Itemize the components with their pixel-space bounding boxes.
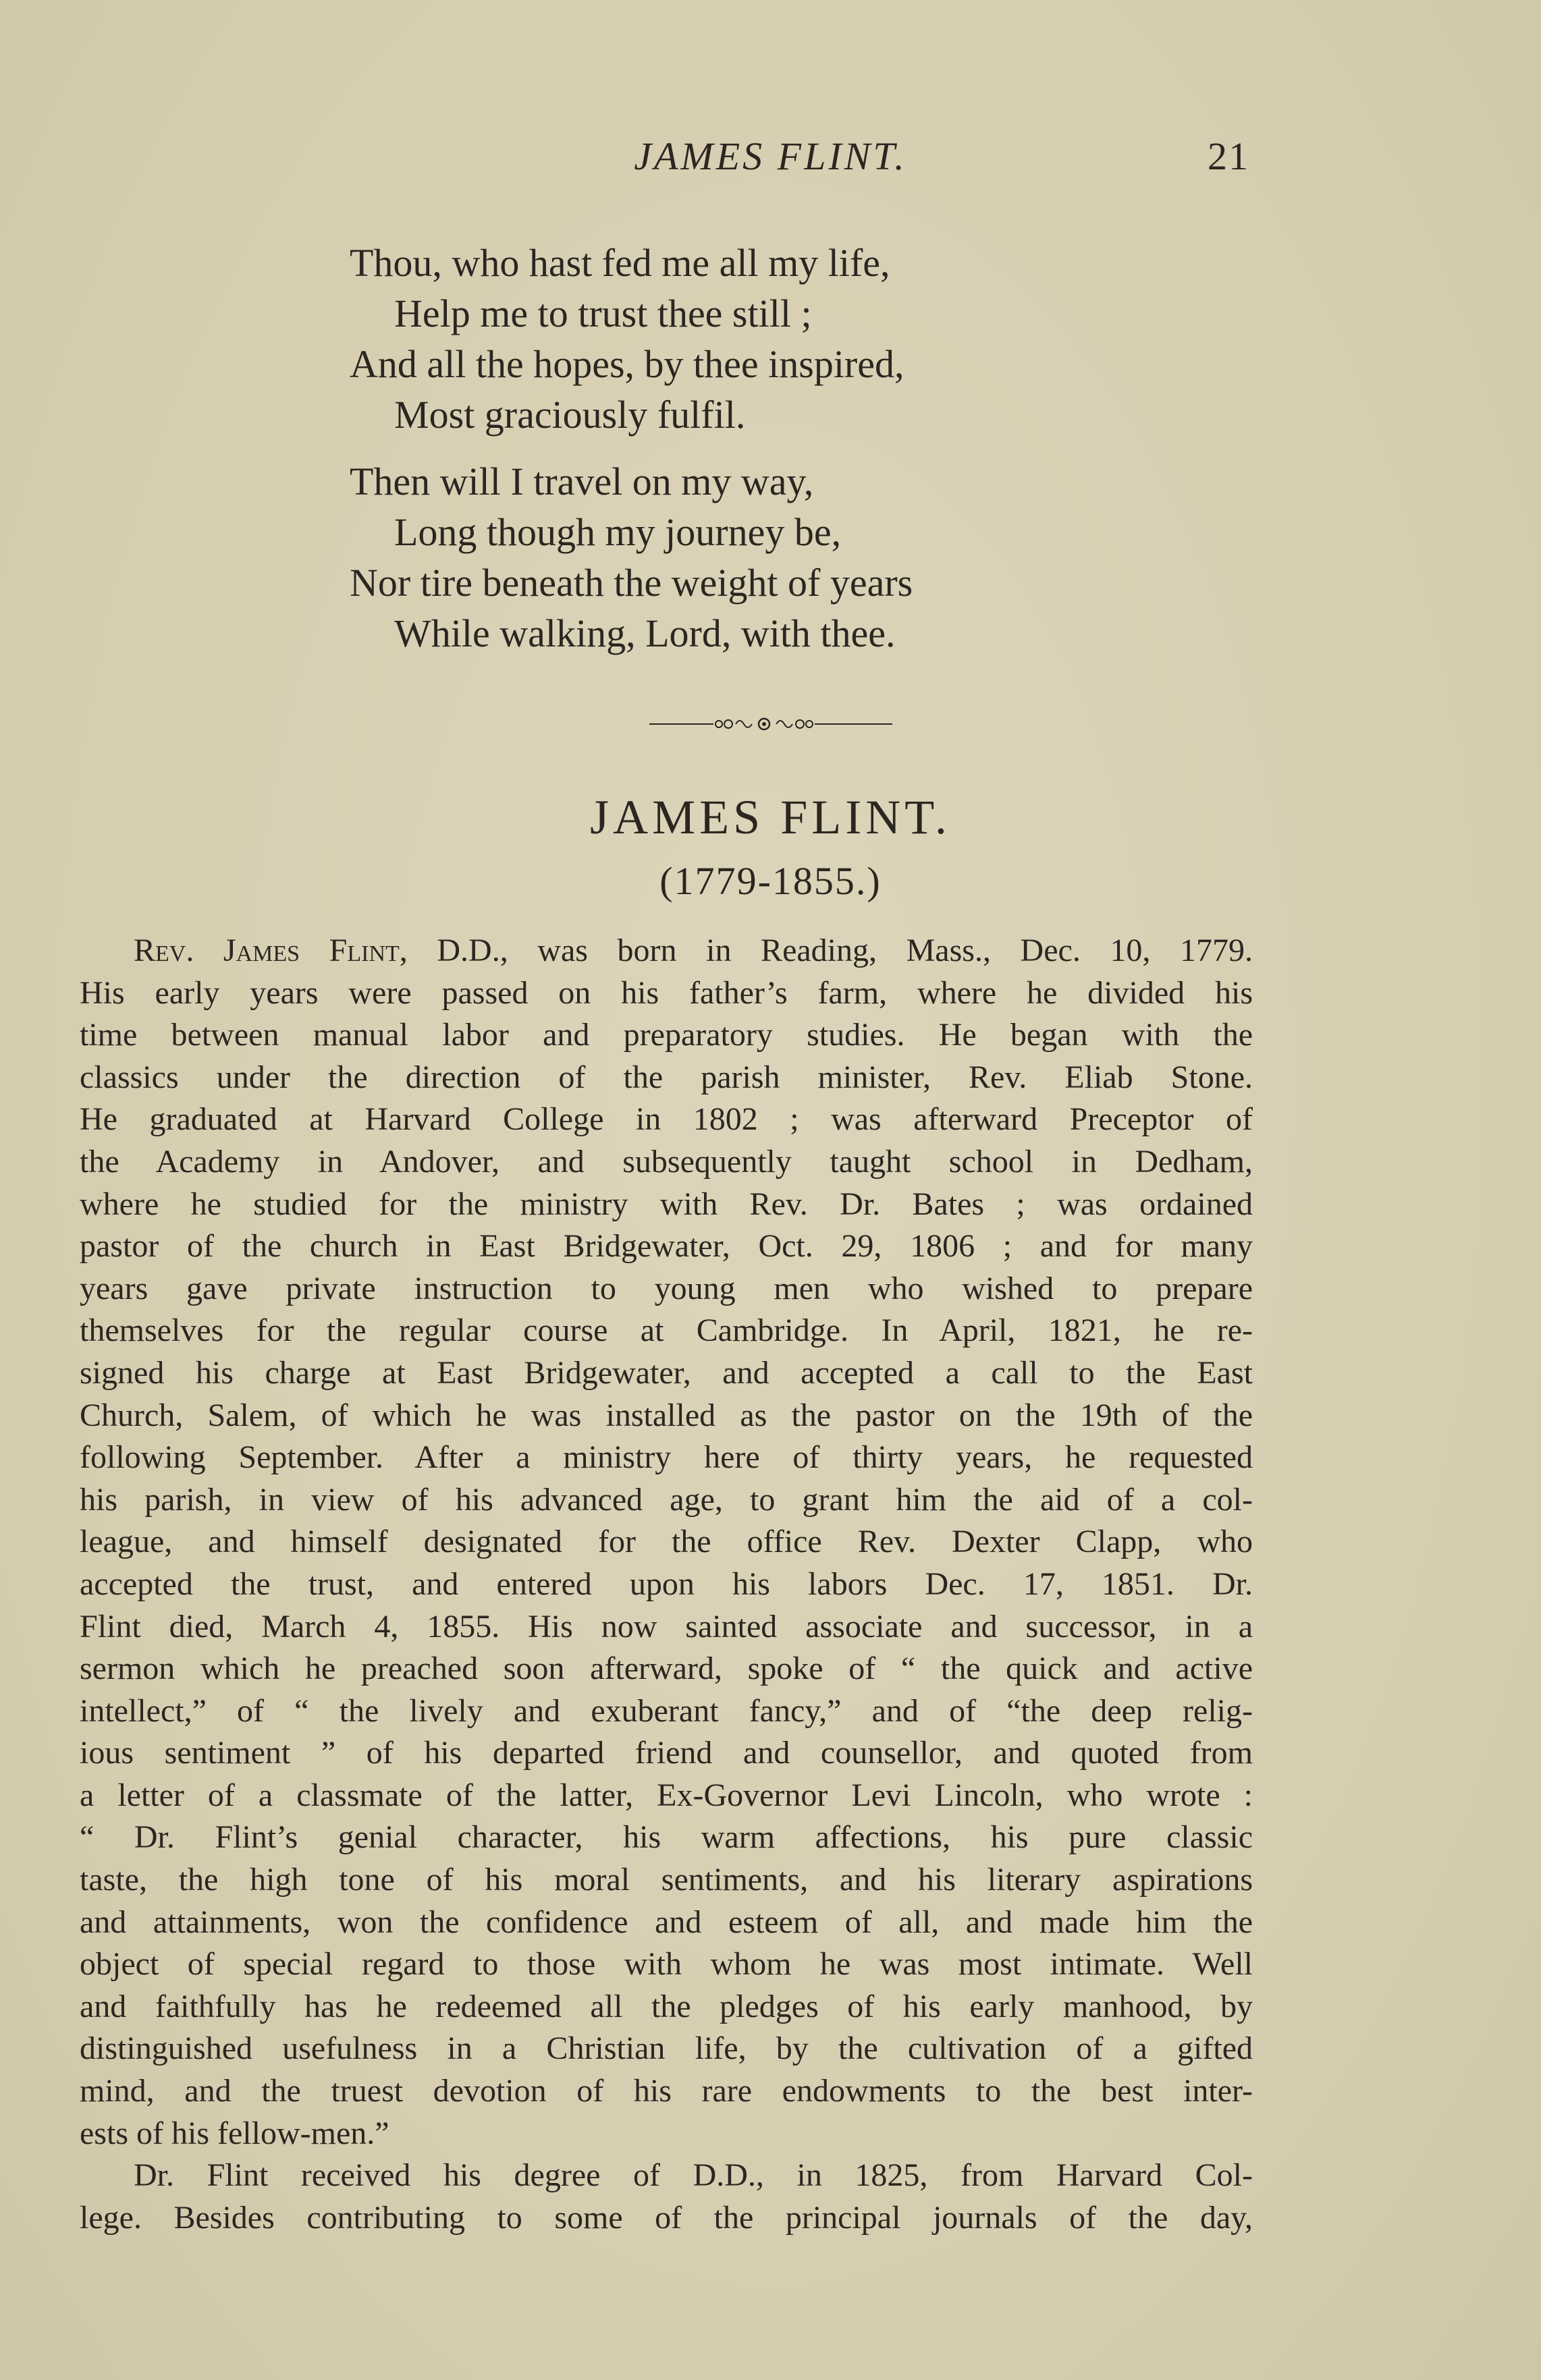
section-dates: (1779-1855.) (659, 859, 882, 903)
text-line: He graduated at Harvard College in 1802 ; was afterward Preceptor of (80, 1101, 1253, 1138)
poem-line: Then will I travel on my way, (350, 460, 814, 503)
text-line: ests of his fellow-men.” (80, 2115, 389, 2151)
text-line: Church, Salem, of which he was installed as the pastor on the 19th of the (80, 1397, 1253, 1433)
poem-stanza (350, 456, 1160, 659)
text-line: “ Dr. Flint’s genial character, his warm affections, his pure classic (80, 1819, 1253, 1856)
text-line: Rev. James Flint, D.D., was born in Reading, Mass., Dec. 10, 1779. (134, 933, 1253, 968)
poem (350, 238, 1160, 675)
poem-line: Thou, who hast fed me all my life, (350, 241, 890, 285)
poem-line: Long though my journey be, (394, 510, 842, 554)
text-line: intellect,” of “ the lively and exuberant fancy,” and of “the deep relig- (80, 1692, 1253, 1729)
ornament-icon (649, 714, 892, 734)
text-line: time between manual labor and preparatory studies. He began with the (80, 1017, 1253, 1053)
text-line: lege. Besides contributing to some of the principal journals of the day, (80, 2199, 1253, 2236)
text-line: league, and himself designated for the office Rev. Dexter Clapp, who (80, 1524, 1253, 1560)
text-line: mind, and the truest devotion of his rare endowments to the best inter- (80, 2073, 1253, 2109)
running-title: JAMES FLINT. (634, 134, 907, 178)
decorative-rule-ornament (0, 714, 1541, 734)
text-line: pastor of the church in East Bridgewater, Oct. 29, 1806 ; and for many (80, 1228, 1253, 1265)
text-line: the Academy in Andover, and subsequently taught school in Dedham, (80, 1143, 1253, 1180)
text-line: his parish, in view of his advanced age, to grant him the aid of a col- (80, 1481, 1253, 1518)
text-line: object of special regard to those with whom he was most intimate. Well (80, 1946, 1253, 1983)
text-line: sermon which he preached soon afterward, spoke of “ the quick and active (80, 1651, 1253, 1687)
poem-line: Help me to trust thee still ; (394, 292, 812, 335)
text-line: where he studied for the ministry with Rev. Dr. Bates ; was ordained (80, 1186, 1253, 1222)
text-line: Flint died, March 4, 1855. His now sainted associate and successor, in a (80, 1608, 1253, 1644)
text-line: years gave private instruction to young men who wished to prepare (80, 1270, 1253, 1306)
text-line: and attainments, won the confidence and esteem of all, and made him the (80, 1904, 1253, 1940)
text-line: and faithfully has he redeemed all the pledges of his early manhood, by (80, 1988, 1253, 2024)
author-name: Rev. James Flint (134, 933, 400, 968)
text-line: taste, the high tone of his moral sentiments, and his literary aspirations (80, 1862, 1253, 1898)
poem-line: While walking, Lord, with thee. (394, 611, 896, 655)
text-line: signed his charge at East Bridgewater, and accepted a call to the East (80, 1354, 1253, 1391)
text-line: ious sentiment ” of his departed friend and counsellor, and quoted from (80, 1735, 1253, 1771)
biography-text (80, 930, 1253, 2239)
text-line: Dr. Flint received his degree of D.D., in 1825, from Harvard Col- (134, 2157, 1253, 2194)
poem-line: And all the hopes, by thee inspired, (350, 342, 904, 386)
page-number: 21 (1208, 134, 1249, 178)
text-line: His early years were passed on his father’s farm, where he divided his (80, 974, 1253, 1011)
poem-line: Most graciously fulfil. (394, 393, 746, 437)
text-line: accepted the trust, and entered upon his labors Dec. 17, 1851. Dr. (80, 1566, 1253, 1602)
poem-stanza (350, 238, 1160, 440)
text-line: classics under the direction of the parish minister, Rev. Eliab Stone. (80, 1059, 1253, 1095)
running-head (0, 134, 1541, 188)
section-title: JAMES FLINT. (590, 790, 951, 844)
text-line: a letter of a classmate of the latter, Ex-Governor Levi Lincoln, who wrote : (80, 1777, 1253, 1813)
poem-line: Nor tire beneath the weight of years (350, 561, 913, 605)
text-line: following September. After a ministry here of thirty years, he requested (80, 1439, 1253, 1476)
text-line: themselves for the regular course at Cambridge. In April, 1821, he re- (80, 1312, 1253, 1349)
text-line: distinguished usefulness in a Christian life, by the cultivation of a gifted (80, 2030, 1253, 2067)
